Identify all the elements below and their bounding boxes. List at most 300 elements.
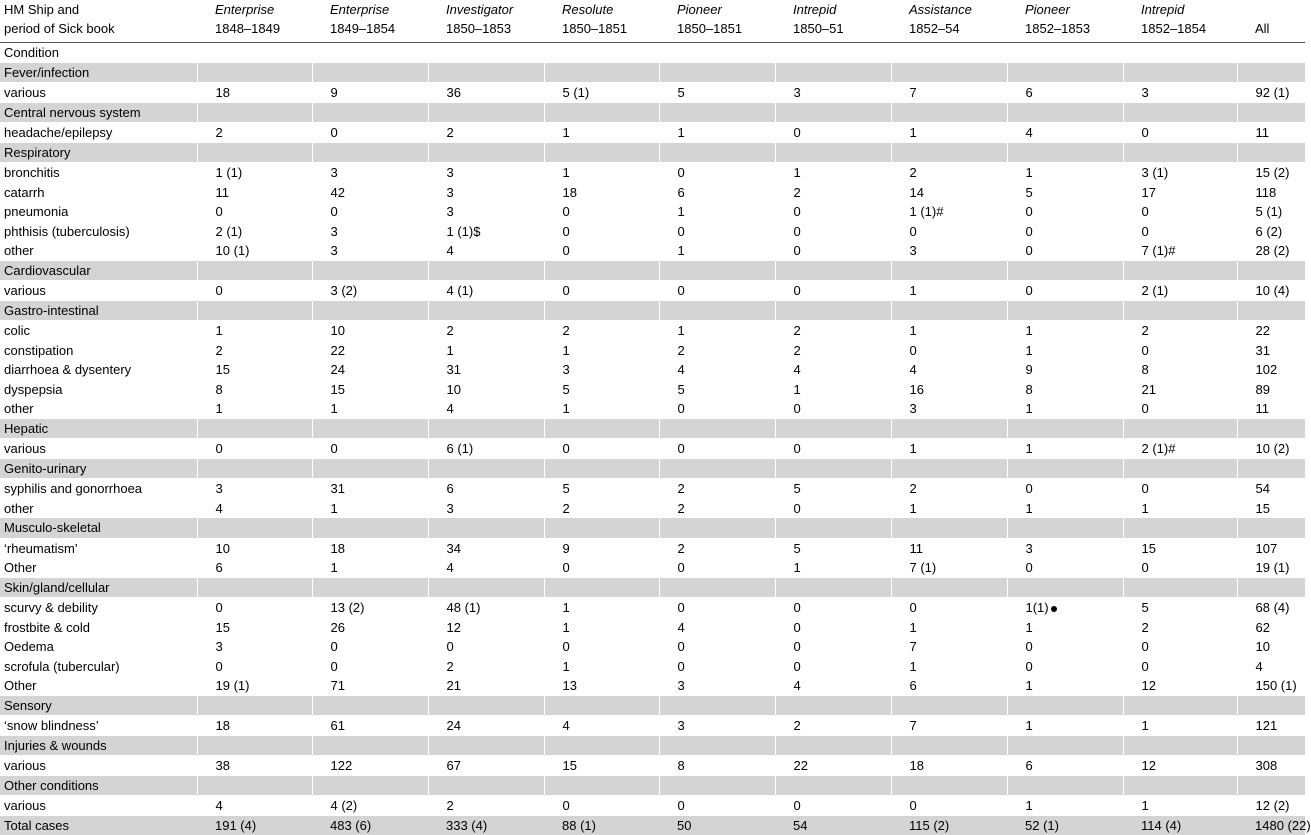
value-cell [1007,676,1123,696]
value-cell [775,380,891,400]
value-cell [428,637,544,657]
value-cell [891,499,1007,519]
cell-value: 0 [794,125,801,140]
cell-value: 61 [331,718,345,733]
value-cell [891,716,1007,736]
cell-value: 1 [1026,401,1033,416]
cell-value: 1 [1026,323,1033,338]
cell-value: 5 [1026,185,1033,200]
cell-value: 0 [216,600,223,615]
cell-value: 6 [447,481,454,496]
value-cell [428,716,544,736]
row-label: various [0,281,197,301]
cell-value: 0 [1026,204,1033,219]
cell-value: 1 [447,343,454,358]
value-cell [312,479,428,499]
value-cell [1007,83,1123,103]
cell-value: 16 [910,382,924,397]
ship-period: 1850–1853 [446,19,544,38]
cell-value: 0 [1026,224,1033,239]
value-cell [544,657,659,677]
cell-value: 0 [563,798,570,813]
cell-value: 71 [331,678,345,693]
cell-value: 2 [678,541,685,556]
value-cell [891,439,1007,459]
cell-value: 0 [678,639,685,654]
cell-value: 5 [563,481,570,496]
cell-value: 3 [331,243,338,258]
cell-value: 1 [1026,501,1033,516]
row-label: headache/epilepsy [0,123,197,143]
ship-period: 1852–1854 [1141,19,1237,38]
value-cell [659,222,775,242]
cell-value: 62 [1256,620,1270,635]
value-cell [1237,479,1305,499]
value-cell [312,123,428,143]
cell-value: 0 [678,659,685,674]
value-cell [1237,796,1305,816]
value-cell [891,399,1007,419]
cell-value: 0 [794,501,801,516]
value-cell [544,202,659,222]
value-cell [1237,123,1305,143]
cell-value: 8 [678,758,685,773]
cell-value: 0 [331,639,338,654]
table-row [0,657,1305,677]
cell-value: 6 (2) [1256,224,1283,239]
value-cell [659,202,775,222]
table-row [0,558,1305,578]
ship-header [1007,0,1123,43]
cell-value: 2 [794,718,801,733]
value-cell [659,796,775,816]
section-header-row [0,103,1305,123]
value-cell [312,163,428,183]
cell-value: 0 [794,620,801,635]
cell-value: 0 [563,243,570,258]
cell-value: 15 [216,620,230,635]
value-cell [1007,499,1123,519]
value-cell [428,558,544,578]
cell-value: 6 [910,678,917,693]
header-row [0,0,1305,43]
value-cell [1237,756,1305,776]
value-cell [544,380,659,400]
cell-value: 11 [1256,401,1270,416]
cell-value: 0 [447,639,454,654]
cell-value: 2 [678,501,685,516]
ship-period: 1848–1849 [215,19,312,38]
cell-value: 12 [1142,758,1156,773]
value-cell [197,399,312,419]
cell-value: 1 [563,620,570,635]
cell-value: 5 (1) [1256,204,1283,219]
value-cell [1007,202,1123,222]
cell-value: 0 [678,798,685,813]
section-header-row [0,419,1305,439]
value-cell [197,241,312,261]
value-cell [1007,380,1123,400]
ship-name: Intrepid [793,0,891,19]
value-cell [312,637,428,657]
condition-label: Condition [0,43,197,63]
cell-value: 1 [563,659,570,674]
cell-value: 0 [331,441,338,456]
value-cell [1007,183,1123,203]
total-value: 333 (4) [428,816,544,835]
cell-value: 4 [563,718,570,733]
cell-value: 3 (1) [1142,165,1169,180]
value-cell [197,380,312,400]
value-cell [1237,716,1305,736]
value-cell [544,796,659,816]
cell-value: 4 [216,501,223,516]
value-cell [1237,321,1305,341]
value-cell [1123,123,1237,143]
cell-value: 11 [216,185,230,200]
cell-value: 0 [563,204,570,219]
table-row [0,380,1305,400]
cell-value: 9 [331,85,338,100]
section-header-row [0,696,1305,716]
section-title: Central nervous system [0,103,197,123]
cell-value: 4 (1) [447,283,474,298]
table-row [0,598,1305,618]
cell-value: 3 [447,501,454,516]
ship-period: 1852–54 [909,19,1007,38]
cell-value: 1 [910,125,917,140]
table-row [0,439,1305,459]
cell-value: 28 (2) [1256,243,1290,258]
value-cell [428,183,544,203]
value-cell [1123,657,1237,677]
cell-value: 12 (2) [1256,798,1290,813]
value-cell [1237,439,1305,459]
cell-value: 1 [1142,501,1149,516]
cell-value: 0 [1026,283,1033,298]
value-cell [775,123,891,143]
cell-value: 0 [1142,659,1149,674]
cell-value: 2 [794,323,801,338]
value-cell [891,479,1007,499]
cell-value: 1 [910,441,917,456]
cell-value: 1 [1142,718,1149,733]
cell-value: 3 [447,185,454,200]
cell-value: 18 [563,185,577,200]
value-cell [312,241,428,261]
cell-value: 92 (1) [1256,85,1290,100]
cell-value: 15 [331,382,345,397]
value-cell [1123,321,1237,341]
cell-value: 10 [331,323,345,338]
cell-value: 121 [1256,718,1278,733]
cell-value: 1 [331,401,338,416]
value-cell [197,657,312,677]
value-cell [197,796,312,816]
value-cell [428,163,544,183]
value-cell [1237,399,1305,419]
cell-value: 1 [1026,718,1033,733]
ship-name: Investigator [446,0,544,19]
section-title: Hepatic [0,419,197,439]
ship-name: Pioneer [1025,0,1123,19]
cell-value: 0 [216,659,223,674]
value-cell [775,183,891,203]
value-cell [197,183,312,203]
row-label: colic [0,321,197,341]
cell-value: 1 [331,501,338,516]
value-cell [197,716,312,736]
cell-value: 122 [331,758,353,773]
row-label: scrofula (tubercular) [0,657,197,677]
total-value: 1480 (22) [1237,816,1305,835]
cell-value: 102 [1256,362,1278,377]
value-cell [1123,598,1237,618]
value-cell [891,637,1007,657]
cell-value: 10 (1) [216,243,250,258]
total-value: 114 (4) [1123,816,1237,835]
value-cell [891,202,1007,222]
cell-value: 1 [563,125,570,140]
condition-header-row [0,43,1305,63]
value-cell [891,222,1007,242]
value-cell [659,241,775,261]
section-title: Gastro-intestinal [0,301,197,321]
value-cell [544,163,659,183]
cell-value: 14 [910,185,924,200]
cell-value: 5 [678,382,685,397]
cell-value: 0 [910,343,917,358]
value-cell [544,558,659,578]
value-cell [428,380,544,400]
value-cell [197,676,312,696]
value-cell [659,499,775,519]
cell-value: 10 [216,541,230,556]
value-cell [1123,163,1237,183]
cell-value: 1 [216,323,223,338]
value-cell [312,796,428,816]
cell-value: 0 [794,659,801,674]
cell-value: 0 [678,224,685,239]
cell-value: 1 [678,204,685,219]
total-value: 191 (4) [197,816,312,835]
cell-value: 6 [1026,758,1033,773]
value-cell [428,281,544,301]
value-cell [891,241,1007,261]
value-cell [428,399,544,419]
cell-value: 3 [794,85,801,100]
cell-value: 2 [447,125,454,140]
cell-value: 0 [910,600,917,615]
value-cell [775,479,891,499]
value-cell [428,222,544,242]
cell-value: 2 [910,481,917,496]
cell-value: 3 [216,639,223,654]
cell-value: 54 [1256,481,1270,496]
value-cell [891,676,1007,696]
cell-value: 1 [1026,798,1033,813]
value-cell [544,499,659,519]
cell-value: 0 [1142,125,1149,140]
cell-value: 8 [1026,382,1033,397]
section-title: Other conditions [0,776,197,796]
cell-value: 38 [216,758,230,773]
value-cell [659,558,775,578]
value-cell [1123,716,1237,736]
cell-value: 6 [216,560,223,575]
cell-value: 34 [447,541,461,556]
cell-value: 0 [563,224,570,239]
row-label: various [0,756,197,776]
ship-name: Resolute [562,0,659,19]
value-cell [1123,756,1237,776]
cell-value: 6 [1026,85,1033,100]
value-cell [659,439,775,459]
value-cell [1237,499,1305,519]
value-cell [775,657,891,677]
row-label: phthisis (tuberculosis) [0,222,197,242]
value-cell [544,281,659,301]
cell-value: 2 (1) [1142,283,1169,298]
cell-value: 26 [331,620,345,635]
cell-value: 1 [1026,620,1033,635]
value-cell [312,183,428,203]
cell-value: 2 [1142,620,1149,635]
cell-value: 1 [910,659,917,674]
value-cell [1007,657,1123,677]
ship-name: Assistance [909,0,1007,19]
value-cell [197,83,312,103]
cell-value: 1 [794,382,801,397]
row-label: Other [0,676,197,696]
value-cell [197,281,312,301]
value-cell [544,83,659,103]
value-cell [428,657,544,677]
value-cell [1123,479,1237,499]
value-cell [891,657,1007,677]
cell-value: 0 [1142,560,1149,575]
value-cell [1007,598,1123,618]
cell-value: 2 (1) [216,224,243,239]
value-cell [197,479,312,499]
ship-name: Pioneer [677,0,775,19]
value-cell [1237,558,1305,578]
cell-value: 5 [794,481,801,496]
cell-value: 0 [678,165,685,180]
ship-header [197,0,312,43]
value-cell [1007,163,1123,183]
cell-value: 0 [216,204,223,219]
cell-value: 2 [794,185,801,200]
table-row [0,756,1305,776]
value-cell [891,756,1007,776]
value-cell [659,637,775,657]
value-cell [428,360,544,380]
cell-value: 3 [1026,541,1033,556]
cell-value: 4 [447,560,454,575]
cell-value: 4 (2) [331,798,358,813]
cell-value: 8 [1142,362,1149,377]
value-cell [544,716,659,736]
ship-period: 1849–1854 [330,19,428,38]
value-cell [659,360,775,380]
ship-header [312,0,428,43]
value-cell [197,637,312,657]
cell-value: 7 [910,85,917,100]
value-cell [775,163,891,183]
value-cell [1237,83,1305,103]
total-value: 483 (6) [312,816,428,835]
cell-value: 0 [1142,204,1149,219]
total-label: Total cases [0,816,197,835]
header-line-2: period of Sick book [4,19,197,38]
cell-value: 10 [1256,639,1270,654]
cell-value: 4 [794,678,801,693]
cell-value: 1 [331,560,338,575]
cell-value: 0 [794,600,801,615]
section-title: Genito-urinary [0,459,197,479]
row-label: scurvy & debility [0,598,197,618]
ship-period: 1852–1853 [1025,19,1123,38]
cell-value: 1 [678,243,685,258]
value-cell [891,618,1007,638]
table-row [0,341,1305,361]
table-row [0,538,1305,558]
cell-value: 0 [563,639,570,654]
value-cell [775,538,891,558]
cell-value: 4 [216,798,223,813]
value-cell [775,598,891,618]
cell-value: 0 [1026,659,1033,674]
cell-value: 0 [1142,639,1149,654]
value-cell [775,321,891,341]
cell-value: 0 [1142,481,1149,496]
cell-value: 2 [447,323,454,338]
cell-value: 4 [794,362,801,377]
value-cell [428,83,544,103]
value-cell [775,360,891,380]
cell-value: 1 [1026,441,1033,456]
value-cell [312,716,428,736]
cell-value: 1 [910,283,917,298]
cell-value: 22 [331,343,345,358]
cell-value: 2 [563,323,570,338]
cell-value: 4 [447,401,454,416]
cell-value: 1 [563,600,570,615]
value-cell [1007,281,1123,301]
cell-value: 0 [1026,243,1033,258]
cell-value: 5 [563,382,570,397]
cell-value: 0 [794,441,801,456]
value-cell [544,360,659,380]
value-cell [544,399,659,419]
value-cell [891,183,1007,203]
value-cell [428,598,544,618]
table-row [0,360,1305,380]
cell-value: 0 [794,204,801,219]
value-cell [312,360,428,380]
value-cell [1123,796,1237,816]
row-label: pneumonia [0,202,197,222]
table-row [0,281,1305,301]
cell-value: 12 [1142,678,1156,693]
cell-value: 2 [216,343,223,358]
table-row [0,676,1305,696]
cell-value: 0 [216,441,223,456]
cell-value: 5 (1) [563,85,590,100]
value-cell [312,618,428,638]
cell-value: 1 (1)# [910,204,944,219]
